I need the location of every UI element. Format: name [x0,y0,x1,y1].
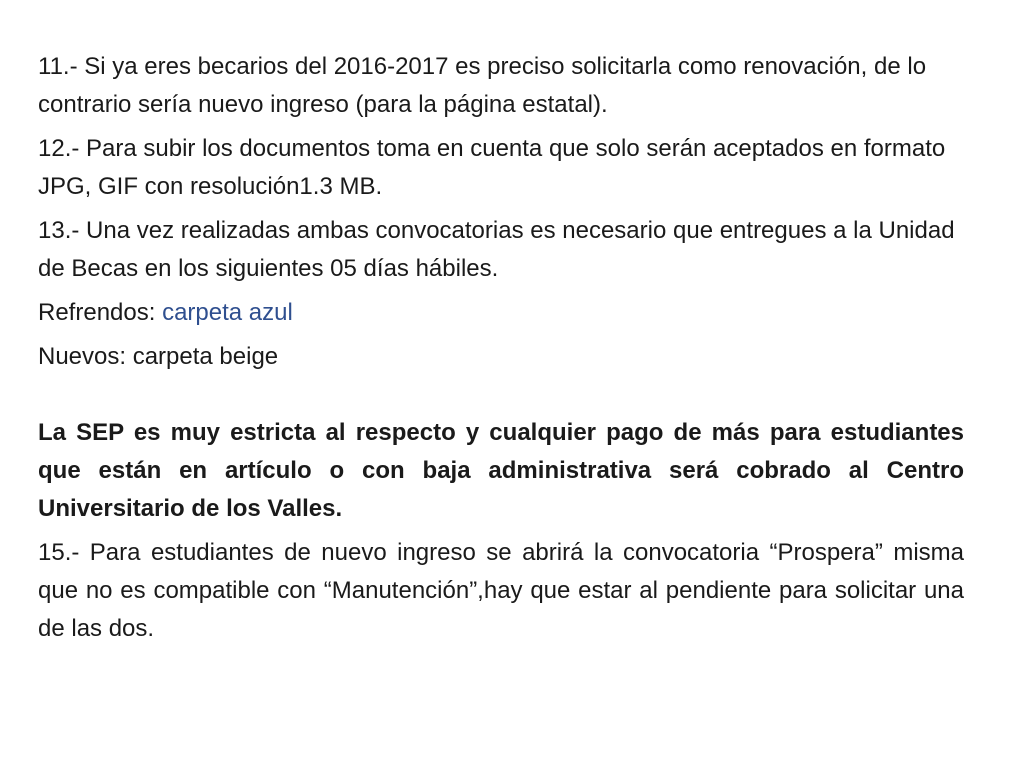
spacer [38,382,964,414]
refrendos-line [38,294,964,332]
item-13-text: 13.- Una vez realizadas ambas convocatorias es necesario que entregues a la Unidad de Becas en los siguientes 05 días hábiles. [38,217,955,282]
item-11-text: 11.- Si ya eres becarios del 2016-2017 es preciso solicitarla como renovación, de lo contrario sería nuevo ingreso (para la página estatal). [38,53,927,118]
refrendos-value: carpeta azul [162,299,293,326]
sep-notice-text: La SEP es muy estricta al respecto y cualquier pago de más para estudiantes que están en artículo o con baja administrativa será cobrado al Centro Universitario de los Valles. [38,419,964,522]
nuevos-line: Nuevos: carpeta beige [38,343,279,370]
refrendos-label: Refrendos: [38,299,163,326]
item-12-text: 12.- Para subir los documentos toma en cuenta que solo serán aceptados en formato JPG, GIF con resolución1.3 MB. [38,135,946,200]
item-15-text: 15.- Para estudiantes de nuevo ingreso se abrirá la convocatoria “Prospera” misma que no es compatible con “Manutención”,hay que estar al pendiente para solicitar una de las dos. [38,539,964,642]
slide-content [38,48,964,654]
